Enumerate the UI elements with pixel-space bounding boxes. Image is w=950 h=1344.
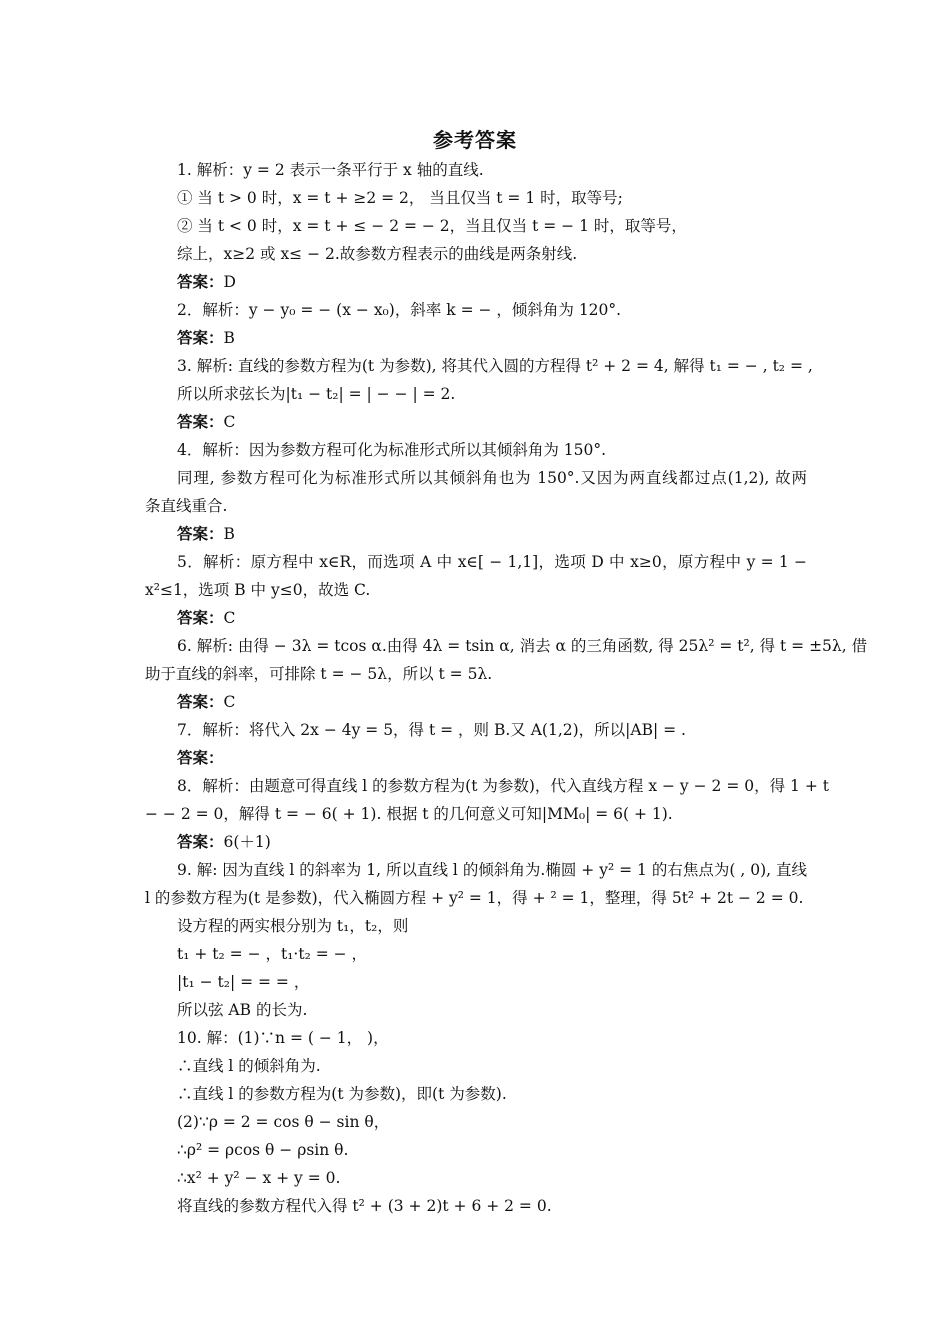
text-line	[177, 774, 829, 798]
answer-line	[177, 270, 807, 294]
line-text: 3. 解析: 直线的参数方程为(t 为参数), 将其代入圆的方程得 t² + 2 = 4, 解得 t₁ = − , t₂ = ,	[177, 357, 813, 375]
answer-label: 答案：	[177, 748, 224, 767]
text-line	[145, 662, 775, 686]
text-line	[177, 298, 807, 322]
text-line	[177, 914, 807, 938]
text-line	[145, 802, 775, 826]
answer-line	[177, 690, 807, 714]
line-text: ∴ρ² = ρcos θ − ρsin θ.	[177, 1141, 349, 1159]
line-text: ∴x² + y² − x + y = 0.	[177, 1169, 341, 1187]
answer-label: 答案：	[177, 524, 224, 543]
page-title: 参考答案	[433, 128, 517, 152]
answer-line	[177, 606, 807, 630]
text-line	[145, 578, 775, 602]
line-text: − − 2 = 0，解得 t = − 6( + 1). 根据 t 的几何意义可知|MM₀| = 6( + 1).	[145, 805, 673, 823]
text-line	[177, 466, 807, 490]
text-line	[145, 886, 804, 910]
text-line	[177, 1194, 807, 1218]
text-line	[177, 858, 807, 882]
text-line	[177, 970, 807, 994]
text-line	[177, 718, 807, 742]
line-text: 1. 解析：y = 2 表示一条平行于 x 轴的直线.	[177, 161, 484, 179]
text-line	[177, 998, 807, 1022]
text-line	[177, 1166, 807, 1190]
line-text: 将直线的参数方程代入得 t² + (3 + 2)t + 6 + 2 = 0.	[177, 1197, 552, 1215]
line-text: B	[223, 525, 235, 543]
text-line	[177, 1026, 807, 1050]
line-text: C	[223, 413, 236, 431]
line-text: 综上，x≥2 或 x≤ − 2.故参数方程表示的曲线是两条射线.	[177, 245, 578, 263]
text-line	[177, 1054, 807, 1078]
line-text: 8．解析：由题意可得直线 l 的参数方程为(t 为参数)，代入直线方程 x − y − 2 = 0，得 1 + t	[177, 777, 829, 795]
line-text: t₁ + t₂ = − ，t₁·t₂ = − ，	[177, 945, 368, 963]
answer-label: 答案：	[177, 608, 224, 627]
text-line	[177, 1138, 807, 1162]
line-text: 6(＋1)	[223, 833, 271, 851]
line-text: 10. 解：(1)∵n = ( − 1， )，	[177, 1029, 389, 1047]
text-line	[145, 494, 775, 518]
answer-label: 答案：	[177, 272, 224, 291]
line-text: 设方程的两实根分别为 t₁，t₂，则	[177, 917, 409, 935]
answer-label: 答案：	[177, 412, 224, 431]
text-line	[177, 438, 807, 462]
line-text: |t₁ − t₂| = = = ，	[177, 973, 310, 991]
line-text: 7．解析：将代入 2x − 4y = 5，得 t = ，则 B.又 A(1,2)，所以|AB| = .	[177, 721, 686, 739]
answer-line	[177, 522, 807, 546]
line-text: x²≤1，选项 B 中 y≤0，故选 C.	[145, 581, 371, 599]
line-text: 助于直线的斜率，可排除 t = − 5λ，所以 t = 5λ.	[145, 665, 493, 683]
line-text: l 的参数方程为(t 是参数)，代入椭圆方程 + y² = 1，得 + ² = 1，整理，得 5t² + 2t − 2 = 0.	[145, 889, 804, 907]
line-text: ② 当 t < 0 时，x = t + ≤ − 2 = − 2，当且仅当 t = − 1 时，取等号，	[177, 217, 687, 235]
line-text: D	[223, 273, 236, 291]
text-line	[177, 634, 868, 658]
answer-line	[177, 326, 807, 350]
answer-label: 答案：	[177, 832, 224, 851]
line-text: 条直线重合.	[145, 497, 228, 515]
text-line	[177, 550, 807, 574]
line-text: 6. 解析: 由得 − 3λ = tcos α.由得 4λ = tsin α, 消去 α 的三角函数, 得 25λ² = t², 得 t = ±5λ, 借	[177, 637, 868, 655]
answer-label: 答案：	[177, 328, 224, 347]
text-line	[177, 1110, 807, 1134]
answer-label: 答案：	[177, 692, 224, 711]
answer-line	[177, 410, 807, 434]
line-text: B	[223, 329, 235, 347]
text-line	[177, 186, 807, 210]
line-text: 同理, 参数方程可化为标准形式所以其倾斜角也为 150°.又因为两直线都过点(1,2), 故两	[177, 469, 807, 487]
text-line	[177, 354, 813, 378]
line-text: (2)∵ρ = 2 = cos θ − sin θ，	[177, 1113, 390, 1131]
answer-line	[177, 830, 807, 854]
line-text: C	[223, 693, 236, 711]
line-text: 所以弦 AB 的长为.	[177, 1001, 308, 1019]
text-line	[177, 1082, 807, 1106]
text-line	[177, 942, 807, 966]
line-text: 9. 解: 因为直线 l 的斜率为 1, 所以直线 l 的倾斜角为.椭圆 + y² = 1 的右焦点为( , 0), 直线	[177, 861, 807, 879]
line-text: 4．解析：因为参数方程可化为标准形式所以其倾斜角为 150°.	[177, 441, 607, 459]
text-line	[177, 158, 807, 182]
line-text: 所以所求弦长为|t₁ − t₂| = | − − | = 2.	[177, 385, 456, 403]
answer-line	[177, 746, 807, 770]
line-text: 2．解析：y − y₀ = − (x − x₀)，斜率 k = − ，倾斜角为 120°.	[177, 301, 622, 319]
text-line	[177, 214, 807, 238]
line-text: 5．解析：原方程中 x∈R，而选项 A 中 x∈[ − 1,1]，选项 D 中 x≥0，原方程中 y = 1 −	[177, 553, 807, 571]
line-text: ① 当 t > 0 时，x = t + ≥2 = 2， 当且仅当 t = 1 时，取等号;	[177, 189, 623, 207]
line-text: ∴直线 l 的参数方程为(t 为参数)，即(t 为参数).	[177, 1085, 507, 1103]
text-line	[177, 382, 807, 406]
line-text: ∴直线 l 的倾斜角为.	[177, 1057, 321, 1075]
line-text: C	[223, 609, 236, 627]
text-line	[177, 242, 807, 266]
